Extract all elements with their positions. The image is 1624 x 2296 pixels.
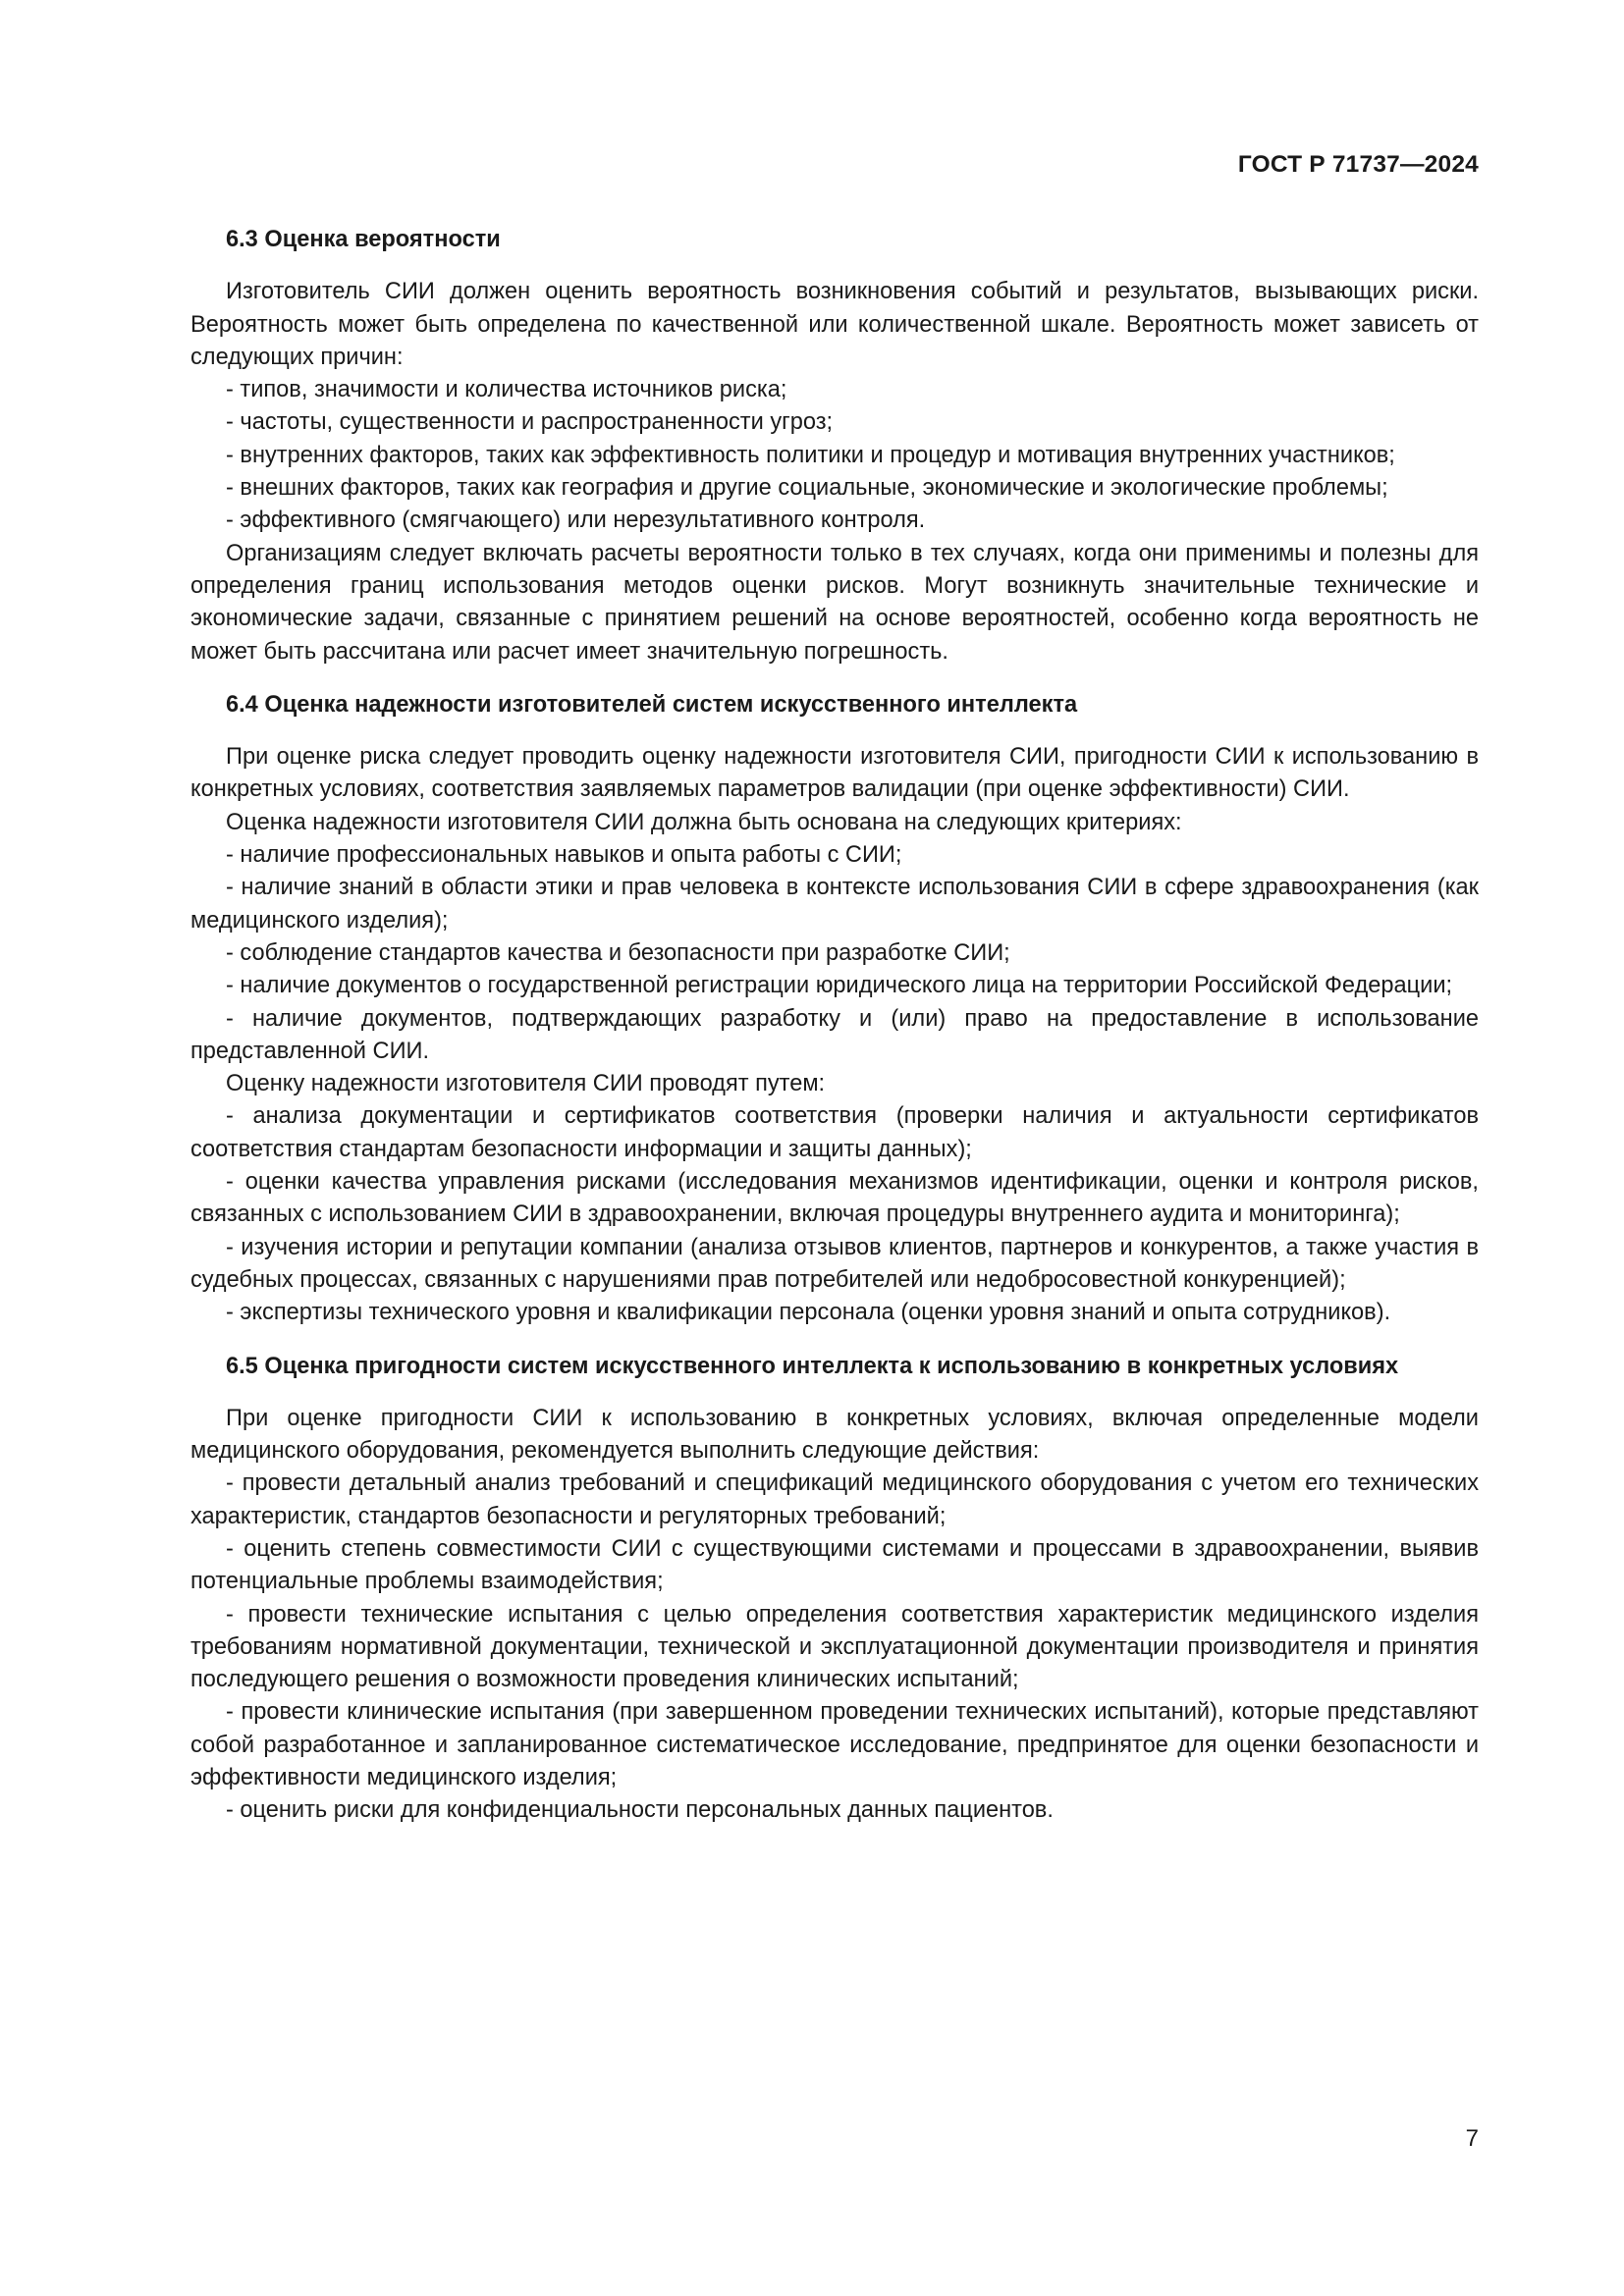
document-body — [190, 224, 1479, 1847]
list-item: - типов, значимости и количества источников риска; — [226, 377, 787, 403]
section-heading: 6.3 Оценка вероятности — [226, 227, 501, 252]
paragraph: Оценку надежности изготовителя СИИ проводят путем: — [226, 1071, 826, 1097]
page-number: 7 — [1465, 2125, 1479, 2152]
list-item: - наличие документов о государственной регистрации юридического лица на территории Российской Федерации; — [226, 973, 1453, 999]
list-item: - провести детальный анализ требований и спецификаций медицинского оборудования с учетом его технических характеристик, стандартов безопасности и регуляторных требований; — [190, 1470, 1479, 1529]
list-item: - анализа документации и сертификатов соответствия (проверки наличия и актуальности сертификатов соответствия стандартам безопасности информации и защиты данных); — [190, 1103, 1479, 1162]
paragraph: Изготовитель СИИ должен оценить вероятность возникновения событий и результатов, вызывающих риски. Вероятность может быть определена по качественной или количественной шкале. Вероятность может зависеть от следующих причин: — [190, 279, 1479, 370]
list-item: - наличие знаний в области этики и прав человека в контексте использования СИИ в сфере здравоохранения (как медицинского изделия); — [190, 875, 1479, 934]
list-item: - внутренних факторов, таких как эффективность политики и процедур и мотивация внутренних участников; — [226, 442, 1395, 468]
list-item: - частоты, существенности и распространенности угроз; — [226, 409, 834, 436]
paragraph: Оценка надежности изготовителя СИИ должна быть основана на следующих критериях: — [226, 809, 1182, 835]
section-heading: 6.4 Оценка надежности изготовителей систем искусственного интеллекта — [226, 691, 1078, 718]
list-item: - наличие профессиональных навыков и опыта работы с СИИ; — [226, 842, 902, 869]
list-item: - внешних факторов, таких как география и другие социальные, экономические и экологические проблемы; — [226, 475, 1388, 502]
list-item: - соблюдение стандартов качества и безопасности при разработке СИИ; — [226, 939, 1010, 966]
list-item: - провести технические испытания с целью определения соответствия характеристик медицинского изделия требованиям нормативной документации, технической и эксплуатационной документации производителя и принятия последующего решения о возможности проведения клинических испытаний; — [190, 1601, 1479, 1693]
list-item: - оценки качества управления рисками (исследования механизмов идентификации, оценки и контроля рисков, связанных с использованием СИИ в здравоохранении, включая процедуры внутреннего аудита и мониторинга); — [190, 1169, 1479, 1228]
list-item: - изучения истории и репутации компании (анализа отзывов клиентов, партнеров и конкурентов, а также участия в судебных процессах, связанных с нарушениями прав потребителей или недобросовестной конкуренцией); — [190, 1234, 1479, 1293]
list-item: - оценить степень совместимости СИИ с существующими системами и процессами в здравоохранении, выявив потенциальные проблемы взаимодействия; — [190, 1535, 1479, 1595]
section-6-5 — [190, 1351, 1479, 1828]
list-item: - эффективного (смягчающего) или нерезультативного контроля. — [226, 507, 926, 534]
list-item: - оценить риски для конфиденциальности персональных данных пациентов. — [226, 1797, 1054, 1824]
section-6-3 — [190, 224, 1479, 668]
list-item: - провести клинические испытания (при завершенном проведении технических испытаний), которые представляют собой разработанное и запланированное систематическое исследование, предпринятое для оценки безопасности и эффективности медицинского изделия; — [190, 1699, 1479, 1791]
paragraph: Организациям следует включать расчеты вероятности только в тех случаях, когда они применимы и полезны для определения границ использования методов оценки рисков. Могут возникнуть значительные технические и экономические задачи, связанные с принятием решений на основе вероятностей, особенно когда вероятность не может быть рассчитана или расчет имеет значительную погрешность. — [190, 540, 1479, 665]
paragraph: При оценке риска следует проводить оценку надежности изготовителя СИИ, пригодности СИИ к использованию в конкретных условиях, соответствия заявляемых параметров валидации (при оценке эффективности) СИИ. — [190, 744, 1479, 803]
section-heading: 6.5 Оценка пригодности систем искусственного интеллекта к использованию в конкретных условиях — [226, 1353, 1399, 1379]
list-item: - экспертизы технического уровня и квалификации персонала (оценки уровня знаний и опыта сотрудников). — [226, 1300, 1391, 1326]
section-6-4 — [190, 689, 1479, 1330]
document-code: ГОСТ Р 71737—2024 — [1237, 151, 1479, 178]
list-item: - наличие документов, подтверждающих разработку и (или) право на предоставление в использование представленной СИИ. — [190, 1005, 1479, 1064]
paragraph: При оценке пригодности СИИ к использованию в конкретных условиях, включая определенные модели медицинского оборудования, рекомендуется выполнить следующие действия: — [190, 1405, 1479, 1465]
